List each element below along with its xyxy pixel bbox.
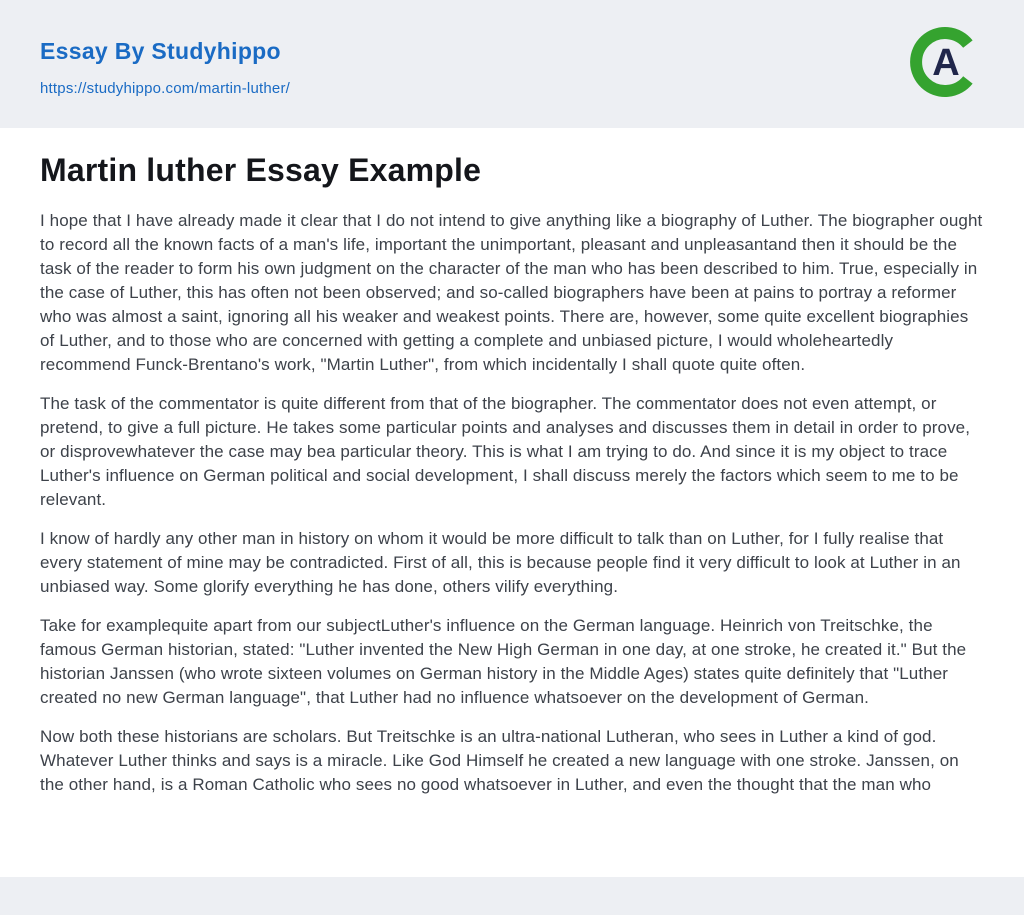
essay-title: Martin luther Essay Example <box>40 152 482 188</box>
site-title: Essay By Studyhippo <box>40 38 281 64</box>
essay-paragraph-4: Take for examplequite apart from our subjectLuther's influence on the German language. Heinrich von Treitschke, the famous German historian, stated: "Luther invented the New High German in one day, at one stroke, he created it." But the historian Janssen (who wrote sixteen volumes on German history in the Middle Ages) states quite definitely that "Luther created no new German language", that Luther had no influence whatsoever on the development of German. <box>40 615 967 707</box>
essay-paragraph-2: The task of the commentator is quite different from that of the biographer. The commentator does not even attempt, or pretend, to give a full picture. He takes some particular points and analyses and discusses them in detail in order to prove, or disprovewhatever the case may bea particular theory. This is what I am trying to do. And since it is my object to trace Luther's influence on German political and social development, I shall discuss merely the factors which seem to me to be relevant. <box>40 393 971 509</box>
studyhippo-logo <box>905 22 985 102</box>
essay-content <box>0 128 1024 877</box>
essay-paragraph-1: I hope that I have already made it clear that I do not intend to give anything like a biography of Luther. The biographer ought to record all the known facts of a man's life, important the unimportant, pleasant and unpleasantand then it should be the task of the reader to form his own judgment on the character of the man who has been described to him. True, especially in the case of Luther, this has often not been observed; and so-called biographers have been at pains to portray a reformer who was almost a saint, ignoring all his weaker and weakest points. There are, however, some quite excellent biographies of Luther, and to those who are concerned with getting a complete and unbiased picture, I would wholeheartedly recommend Funck-Brentano's work, "Martin Luther", from which incidentally I shall quote quite often. <box>40 210 983 374</box>
studyhippo-logo-icon <box>905 22 985 102</box>
essay-paragraph-5: Now both these historians are scholars. But Treitschke is an ultra-national Lutheran, who sees in Luther a kind of god. Whatever Luther thinks and says is a miracle. Like God Himself he created a new language with one stroke. Janssen, on the other hand, is a Roman Catholic who sees no good whatsoever in Luther, and even the thought that the man who <box>40 726 959 794</box>
logo-letter: A <box>932 42 960 84</box>
source-url-link[interactable]: https://studyhippo.com/martin-luther/ <box>40 80 291 97</box>
essay-paragraph-3: I know of hardly any other man in history on whom it would be more difficult to talk than on Luther, for I fully realise that every statement of mine may be contradicted. First of all, this is because people find it very difficult to look at Luther in an unbiased way. Some glorify everything he has done, others vilify everything. <box>40 528 961 596</box>
header <box>0 0 1024 128</box>
